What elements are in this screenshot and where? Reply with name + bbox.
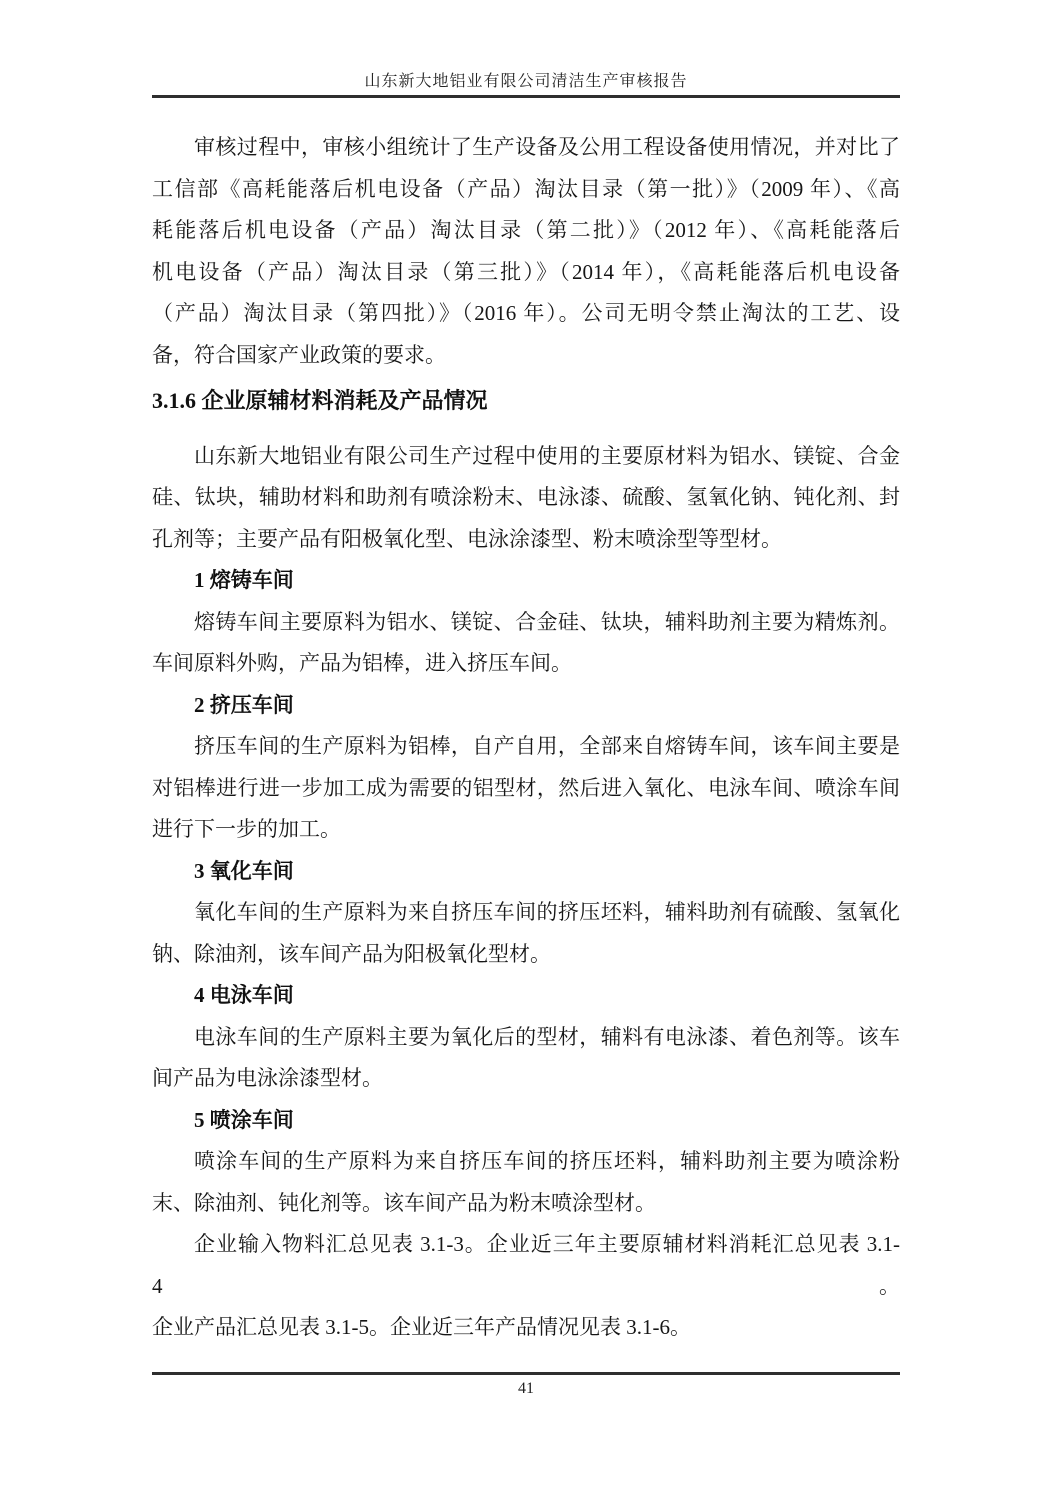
workshop-section-extrusion bbox=[152, 685, 900, 851]
page-footer bbox=[152, 1372, 900, 1399]
paragraph-line: 山东新大地铝业有限公司生产过程中使用的主要原材料为铝水、镁锭、合金 bbox=[194, 443, 900, 468]
paragraph-line: 工信部《高耗能落后机电设备（产品）淘汰目录（第一批）》（2009 年）、《高 bbox=[152, 176, 900, 201]
workshop-heading-spraying: 5 喷涂车间 bbox=[194, 1107, 294, 1132]
workshop-paragraph-melting bbox=[152, 602, 900, 685]
paragraph-line: 喷涂车间的生产原料为来自挤压车间的挤压坯料，辅料助剂主要为喷涂粉 bbox=[194, 1149, 900, 1173]
paragraph-line: 备，符合国家产业政策的要求。 bbox=[152, 342, 446, 367]
page-body bbox=[152, 127, 900, 1349]
paragraph-line: 车间原料外购，产品为铝棒，进入挤压车间。 bbox=[152, 651, 572, 675]
intro-paragraph bbox=[152, 127, 900, 376]
paragraph-line: 钠、除油剂，该车间产品为阳极氧化型材。 bbox=[152, 941, 551, 966]
running-title: 山东新大地铝业有限公司清洁生产审核报告 bbox=[364, 73, 688, 90]
paragraph-line: 机电设备（产品）淘汰目录（第三批）》（2014 年），《高耗能落后机电设备 bbox=[152, 259, 900, 284]
paragraph-line: 孔剂等；主要产品有阳极氧化型、电泳涂漆型、粉末喷涂型等型材。 bbox=[152, 526, 782, 551]
workshop-section-electrophoresis bbox=[152, 975, 900, 1100]
paragraph-line: 企业产品汇总见表 3.1-5。企业近三年产品情况见表 3.1-6。 bbox=[152, 1315, 691, 1339]
paragraph-line: 进行下一步的加工。 bbox=[152, 817, 341, 841]
workshop-heading-extrusion: 2 挤压车间 bbox=[194, 692, 294, 717]
paragraph-line: （产品）淘汰目录（第四批）》（2016 年）。公司无明令禁止淘汰的工艺、设 bbox=[152, 301, 900, 325]
paragraph-line: 耗能落后机电设备（产品）淘汰目录（第二批）》（2012 年）、《高耗能落后 bbox=[152, 218, 900, 242]
paragraph-line: 电泳车间的生产原料主要为氧化后的型材，辅料有电泳漆、着色剂等。该车 bbox=[194, 1024, 900, 1049]
paragraph-line: 对铝棒进行进一步加工成为需要的铝型材，然后进入氧化、电泳车间、喷涂车间 bbox=[152, 775, 900, 800]
paragraph-line: 熔铸车间主要原料为铝水、镁锭、合金硅、钛块，辅料助剂主要为精炼剂。 bbox=[194, 609, 900, 634]
summary-paragraph bbox=[152, 1224, 900, 1349]
paragraph-line: 间产品为电泳涂漆型材。 bbox=[152, 1066, 383, 1090]
workshop-heading-oxidation: 3 氧化车间 bbox=[194, 858, 294, 883]
workshop-section-spraying bbox=[152, 1100, 900, 1225]
materials-paragraph bbox=[152, 436, 900, 561]
workshop-paragraph-electrophoresis bbox=[152, 1017, 900, 1100]
page-number: 41 bbox=[518, 1380, 534, 1397]
workshop-heading-melting: 1 熔铸车间 bbox=[194, 568, 294, 592]
workshop-heading-electrophoresis: 4 电泳车间 bbox=[194, 983, 294, 1007]
paragraph-line: 企业输入物料汇总见表 3.1-3。企业近三年主要原辅材料消耗汇总见表 3.1-4。 bbox=[152, 1232, 900, 1298]
paragraph-line: 氧化车间的生产原料为来自挤压车间的挤压坯料，辅料助剂有硫酸、氢氧化 bbox=[194, 900, 900, 924]
section-heading-3-1-6: 3.1.6 企业原辅材料消耗及产品情况 bbox=[152, 388, 488, 413]
workshop-paragraph-spraying bbox=[152, 1141, 900, 1224]
workshop-paragraph-extrusion bbox=[152, 726, 900, 851]
paragraph-line: 审核过程中，审核小组统计了生产设备及公用工程设备使用情况，并对比了 bbox=[194, 135, 900, 159]
workshop-paragraph-oxidation bbox=[152, 892, 900, 975]
paragraph-line: 挤压车间的生产原料为铝棒，自产自用，全部来自熔铸车间，该车间主要是 bbox=[194, 734, 900, 758]
paragraph-line: 硅、钛块，辅助材料和助剂有喷涂粉末、电泳漆、硫酸、氢氧化钠、钝化剂、封 bbox=[152, 485, 900, 509]
workshop-section-oxidation bbox=[152, 851, 900, 976]
workshop-section-melting bbox=[152, 560, 900, 685]
page-header bbox=[152, 72, 900, 98]
paragraph-line: 末、除油剂、钝化剂等。该车间产品为粉末喷涂型材。 bbox=[152, 1190, 656, 1215]
